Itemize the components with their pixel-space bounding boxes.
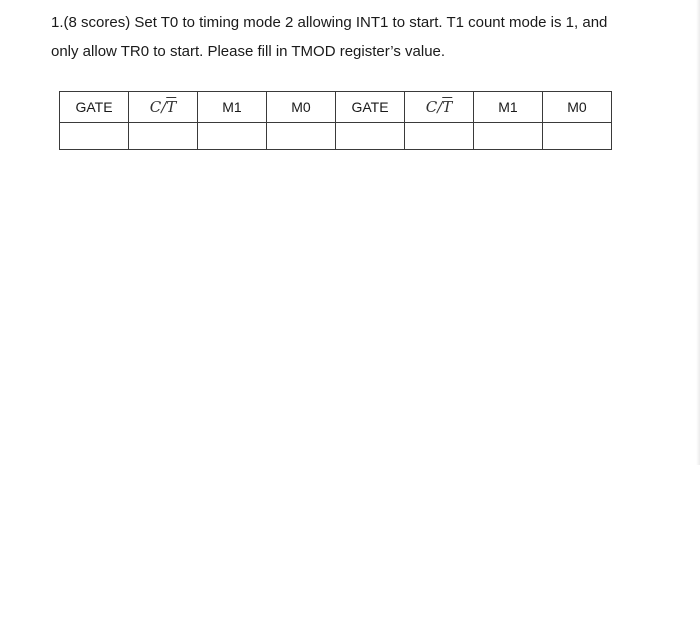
tmod-value-row [60,123,612,150]
tmod-header-row [60,92,612,123]
value-cell[interactable] [543,123,612,150]
header-math-label [150,98,177,116]
header-label: M0 [291,99,311,115]
question-line-2: only allow TR0 to start. Please fill in TMOD register’s value. [51,43,446,60]
value-cell[interactable] [267,123,336,150]
math-overline: $\overline{T}$ [166,98,177,116]
value-cell[interactable] [336,123,405,150]
header-cell-t0-ct [405,92,474,123]
value-cell[interactable] [198,123,267,150]
header-label: M0 [567,99,587,115]
header-math-label [426,98,453,116]
header-cell-t0-m0 [543,92,612,123]
math-prefix: C/ [425,98,443,116]
header-label: M1 [498,99,518,115]
header-label: M1 [222,99,242,115]
math-overline: $\overline{T}$ [442,98,453,116]
value-cell[interactable] [474,123,543,150]
header-cell-t0-m1 [474,92,543,123]
value-cell[interactable] [129,123,198,150]
header-cell-t1-m1 [198,92,267,123]
page-edge-shadow [696,0,700,465]
question-text [51,8,631,66]
value-cell[interactable] [405,123,474,150]
header-cell-t1-gate [60,92,129,123]
math-prefix: C/ [149,98,167,116]
value-cell[interactable] [60,123,129,150]
header-cell-t0-gate [336,92,405,123]
header-label: GATE [351,99,389,115]
question-line-1: 1.(8 scores) Set T0 to timing mode 2 allowing INT1 to start. T1 count mode is 1, and [51,14,608,31]
header-cell-t1-m0 [267,92,336,123]
tmod-register-table [59,91,612,150]
header-label: GATE [75,99,113,115]
header-cell-t1-ct [129,92,198,123]
